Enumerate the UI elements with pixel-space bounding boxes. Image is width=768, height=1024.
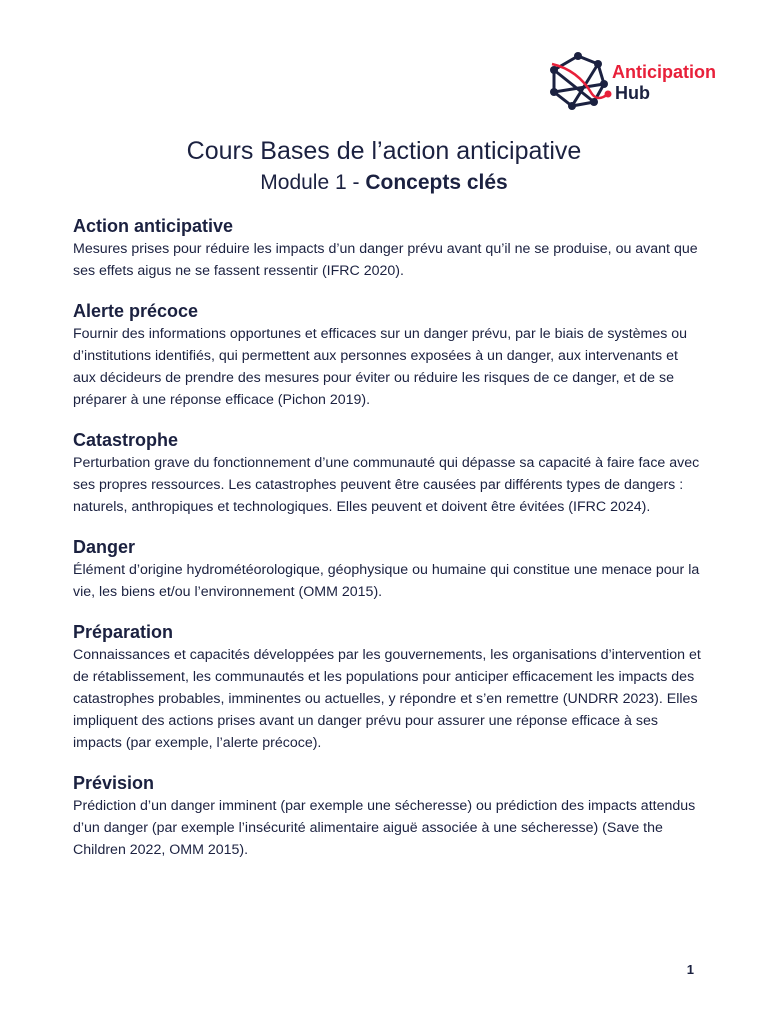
- glossary: [73, 214, 703, 878]
- glossary-definition: Fournir des informations opportunes et efficaces sur un danger prévu, par le biais de systèmes ou d’institutions identifiés, qui permettent aux personnes exposées à un danger, aux intervenants et aux décideurs de prendre des mesures pour éviter ou réduire les risques de ce danger, et de se préparer à une réponse efficace (Pichon 2019).: [73, 326, 688, 408]
- document-header: [0, 135, 768, 197]
- document-subtitle: [0, 168, 768, 197]
- glossary-definition: Connaissances et capacités développées par les gouvernements, les organisations d’intervention et de rétablissement, les communautés et les populations pour anticiper efficacement les impacts des catastrophes probables, imminentes ou actuelles, y répondre et s’en remettre (UNDRR 2023). Elles impliquent des actions prises avant un danger prévu pour assurer une réponse efficace à ses impacts (par exemple, l’alerte précoce).: [73, 647, 701, 751]
- glossary-definition: Élément d’origine hydrométéorologique, géophysique ou humaine qui constitue une menace pour la vie, les biens et/ou l’environnement (OMM 2015).: [73, 562, 700, 600]
- glossary-entry: [73, 299, 703, 411]
- network-logo-icon: [548, 50, 612, 114]
- glossary-term: Catastrophe: [73, 430, 179, 450]
- glossary-term: Préparation: [73, 622, 174, 642]
- glossary-term: Alerte précoce: [73, 301, 199, 321]
- glossary-entry: [73, 620, 703, 754]
- glossary-entry: [73, 428, 703, 518]
- subtitle-prefix: Module 1 -: [260, 171, 366, 194]
- glossary-definition: Mesures prises pour réduire les impacts d’un danger prévu avant qu’il ne se produise, ou avant que ses effets aigus ne se fassent ressentir (IFRC 2020).: [73, 241, 698, 279]
- glossary-entry: [73, 535, 703, 603]
- glossary-entry: [73, 214, 703, 282]
- glossary-entry: [73, 771, 703, 861]
- document-title: Cours Bases de l’action anticipative: [186, 137, 582, 165]
- glossary-term: Action anticipative: [73, 216, 234, 236]
- logo-text-line1: Anticipation: [612, 62, 716, 82]
- glossary-term: Prévision: [73, 773, 155, 793]
- glossary-definition: Perturbation grave du fonctionnement d’une communauté qui dépasse sa capacité à faire face avec ses propres ressources. Les catastrophes peuvent être causées par différents types de dangers : naturels, anthropiques et technologiques. Elles peuvent et doivent être évitées (IFRC 2024).: [73, 455, 700, 515]
- anticipation-hub-logo[interactable]: [548, 50, 738, 114]
- logo-wordmark: [612, 62, 716, 104]
- subtitle-emphasis: Concepts clés: [365, 171, 508, 194]
- page-number: 1: [686, 962, 694, 977]
- glossary-term: Danger: [73, 537, 136, 557]
- logo-text-line2: Hub: [615, 83, 650, 103]
- glossary-definition: Prédiction d’un danger imminent (par exemple une sécheresse) ou prédiction des impacts attendus d’un danger (par exemple l’insécurité alimentaire aiguë associée à une sécheresse) (Save the Children 2022, OMM 2015).: [73, 798, 696, 858]
